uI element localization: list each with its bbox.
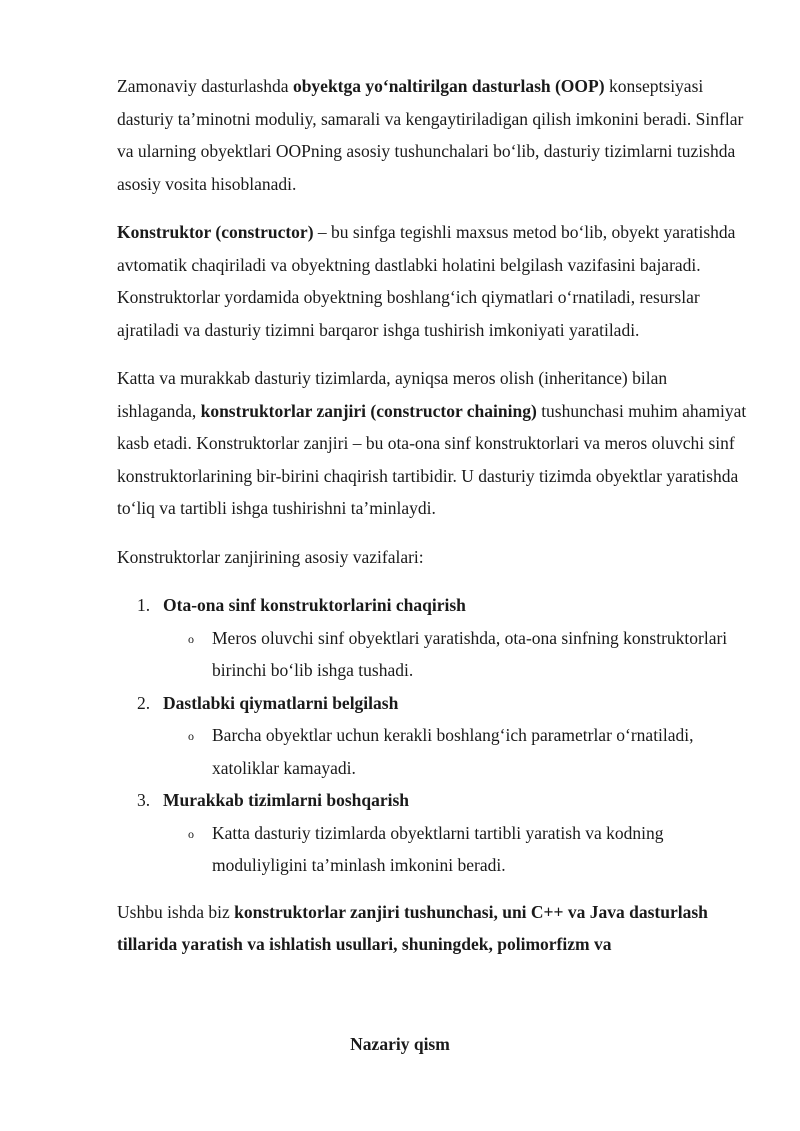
intro-text: Zamonaviy dasturlashda (117, 76, 293, 96)
constructor-paragraph (117, 216, 747, 346)
bullet-icon: o (188, 826, 194, 841)
list-item-title: Ota-ona sinf konstruktorlarini chaqirish (163, 595, 466, 615)
list-item-desc: Barcha obyektlar uchun kerakli boshlangʻich parametrlar oʻrnatiladi, xatoliklar kamayadi. (212, 725, 694, 778)
list-number: 2. (137, 692, 151, 713)
summary-paragraph (117, 896, 747, 961)
section-heading: Nazariy qism (350, 1034, 450, 1054)
chaining-paragraph (117, 362, 747, 525)
summary-term: konstruktorlar zanjiri tushunchasi, uni C++ va Java dasturlash tillarida yaratish va ishlatish usullari, shuningdek, polimorfizm va (117, 901, 708, 954)
list-item-title: Dastlabki qiymatlarni belgilash (163, 692, 399, 713)
bullet-icon: o (188, 631, 194, 646)
oop-term: obyektga yoʻnaltirilgan dasturlash (OOP) (292, 76, 605, 96)
chaining-term: konstruktorlar zanjiri (constructor chaining) (200, 400, 537, 421)
list-item-title: Murakkab tizimlarni boshqarish (163, 790, 410, 810)
list-item-desc: Meros oluvchi sinf obyektlari yaratishda, ota-ona sinfning konstruktorlari birinchi boʻlib ishga tushadi. (212, 627, 728, 680)
document-body (117, 70, 747, 977)
list-item-desc: Katta dasturiy tizimlarda obyektlarni tartibli yaratish va kodning moduliyligini taʼminlash imkonini beradi. (212, 822, 664, 875)
chaining-text: Katta va murakkab dasturiy tizimlarda, ayniqsa meros olish (inheritance) bilan ishlaganda, (117, 368, 668, 421)
list-number: 3. (137, 790, 151, 810)
summary-text: Ushbu ishda biz (117, 901, 235, 922)
constructor-text: – bu sinfga tegishli maxsus metod boʻlib, obyekt yaratishda avtomatik chaqiriladi va obyektning dastlabki holatini belgilash vazifasini bajaradi. Konstruktorlar yordamida obyektning boshlangʻich qiymatlari oʻrnatiladi, resurslar ajratiladi va dasturiy tizimni barqaror ishga tushirish imkoniyati yaratiladi. (117, 222, 736, 340)
list-item (117, 784, 747, 882)
list-item (117, 589, 747, 687)
intro-paragraph (117, 70, 747, 200)
task-list (117, 589, 747, 882)
list-number: 1. (137, 595, 151, 615)
list-item (117, 687, 747, 785)
chaining-text-cont: tushunchasi muhim ahamiyat kasb etadi. Konstruktorlar zanjiri – bu ota-ona sinf konstruktorlari va meros oluvchi sinf konstruktorlarining bir-birini chaqirish tartibidir. U dasturiy tizimda obyektlar yaratishda toʻliq va tartibli ishga tushirishni taʼminlaydi. (117, 400, 747, 518)
intro-text-cont: konseptsiyasi dasturiy taʼminotni moduliy, samarali va kengaytiriladigan qilish imkonini beradi. Sinflar va ularning obyektlari OOPning asosiy tushunchalari boʻlib, dasturiy tizimlarni tuzishda asosiy vosita hisoblanadi. (117, 76, 744, 194)
list-intro: Konstruktorlar zanjirining asosiy vazifalari: (117, 546, 424, 567)
bullet-icon: o (188, 729, 194, 743)
constructor-term: Konstruktor (constructor) (117, 222, 314, 242)
